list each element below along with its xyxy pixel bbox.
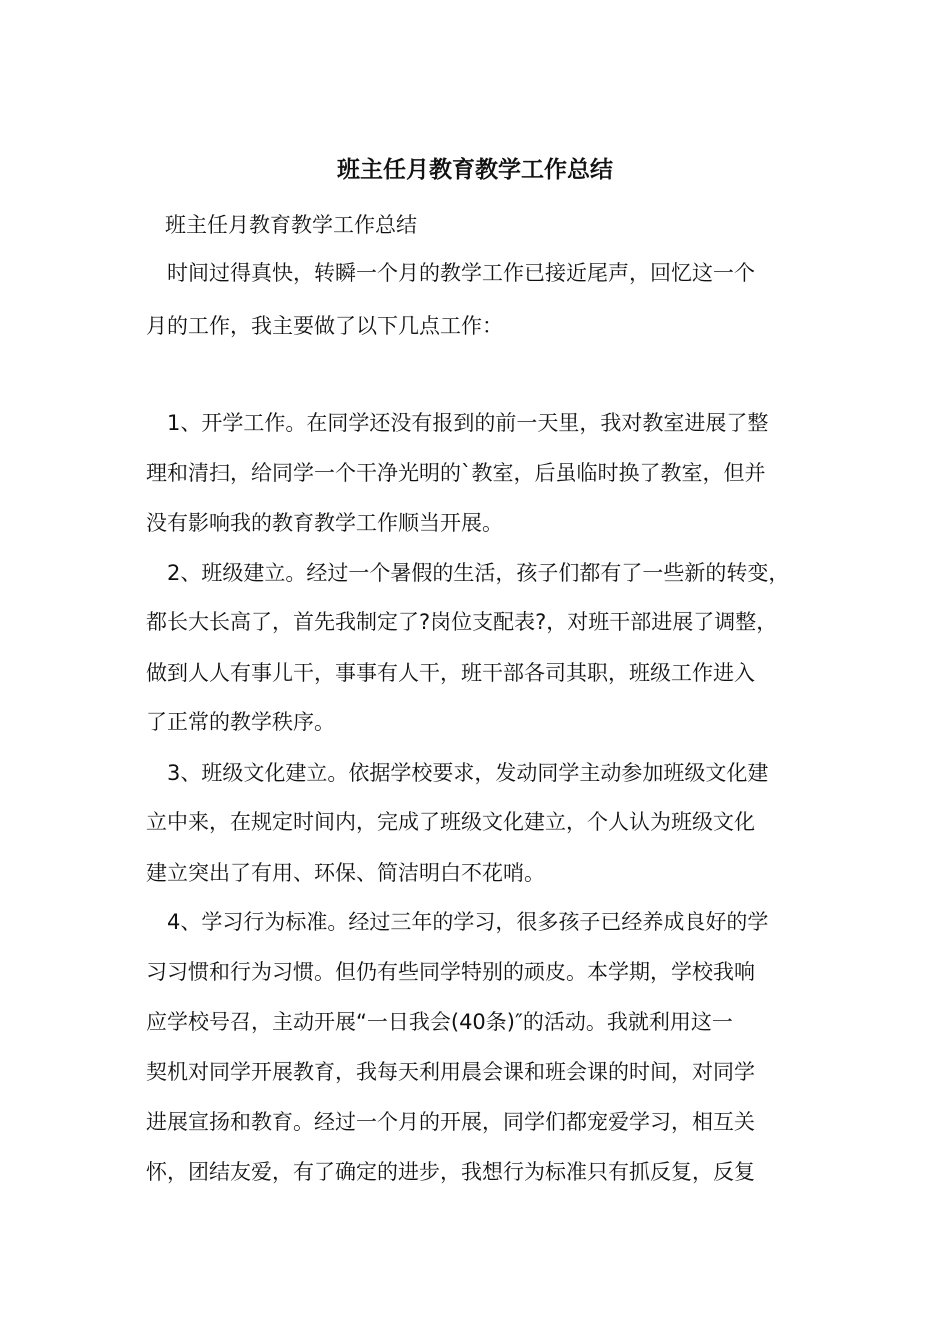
document-subtitle: 班主任月教育教学工作总结 bbox=[165, 213, 417, 237]
paragraph-line: 契机对同学开展教育，我每天利用晨会课和班会课的时间，对同学 bbox=[146, 1060, 755, 1084]
paragraph-line: 2、班级建立。经过一个暑假的生活，孩子们都有了一些新的转变， bbox=[146, 561, 790, 585]
paragraph-line: 了正常的教学秩序。 bbox=[146, 710, 335, 734]
paragraph-line: 进展宣扬和教育。经过一个月的开展，同学们都宠爱学习，相互关 bbox=[146, 1110, 755, 1134]
paragraph-line: 4、学习行为标准。经过三年的学习，很多孩子已经养成良好的学 bbox=[146, 910, 769, 934]
paragraph-line: 理和清扫，给同学一个干净光明的`教室，后虽临时换了教室，但并 bbox=[146, 461, 766, 485]
paragraph-line: 时间过得真快，转瞬一个月的教学工作已接近尾声，回忆这一个 bbox=[146, 261, 755, 285]
paragraph-line: 月的工作，我主要做了以下几点工作： bbox=[146, 314, 503, 338]
paragraph-line: 习习惯和行为习惯。但仍有些同学特别的顽皮。本学期，学校我响 bbox=[146, 960, 755, 984]
paragraph-line: 1、开学工作。在同学还没有报到的前一天里，我对教室进展了整 bbox=[146, 411, 769, 435]
paragraph-line: 都长大长高了，首先我制定了?岗位支配表?，对班干部进展了调整， bbox=[146, 610, 778, 634]
paragraph-line: 做到人人有事儿干，事事有人干，班干部各司其职，班级工作进入 bbox=[146, 661, 755, 685]
paragraph-line: 没有影响我的教育教学工作顺当开展。 bbox=[146, 511, 503, 535]
paragraph-line: 建立突出了有用、环保、简洁明白不花哨。 bbox=[146, 861, 545, 885]
document-title: 班主任月教育教学工作总结 bbox=[337, 156, 613, 183]
paragraph-line: 立中来，在规定时间内，完成了班级文化建立，个人认为班级文化 bbox=[146, 810, 755, 834]
paragraph-line: 3、班级文化建立。依据学校要求，发动同学主动参加班级文化建 bbox=[146, 761, 769, 785]
paragraph-line: 怀，团结友爱，有了确定的进步，我想行为标准只有抓反复，反复 bbox=[146, 1160, 755, 1184]
paragraph-line: 应学校号召，主动开展“一日我会(40条)″的活动。我就利用这一 bbox=[146, 1010, 733, 1034]
